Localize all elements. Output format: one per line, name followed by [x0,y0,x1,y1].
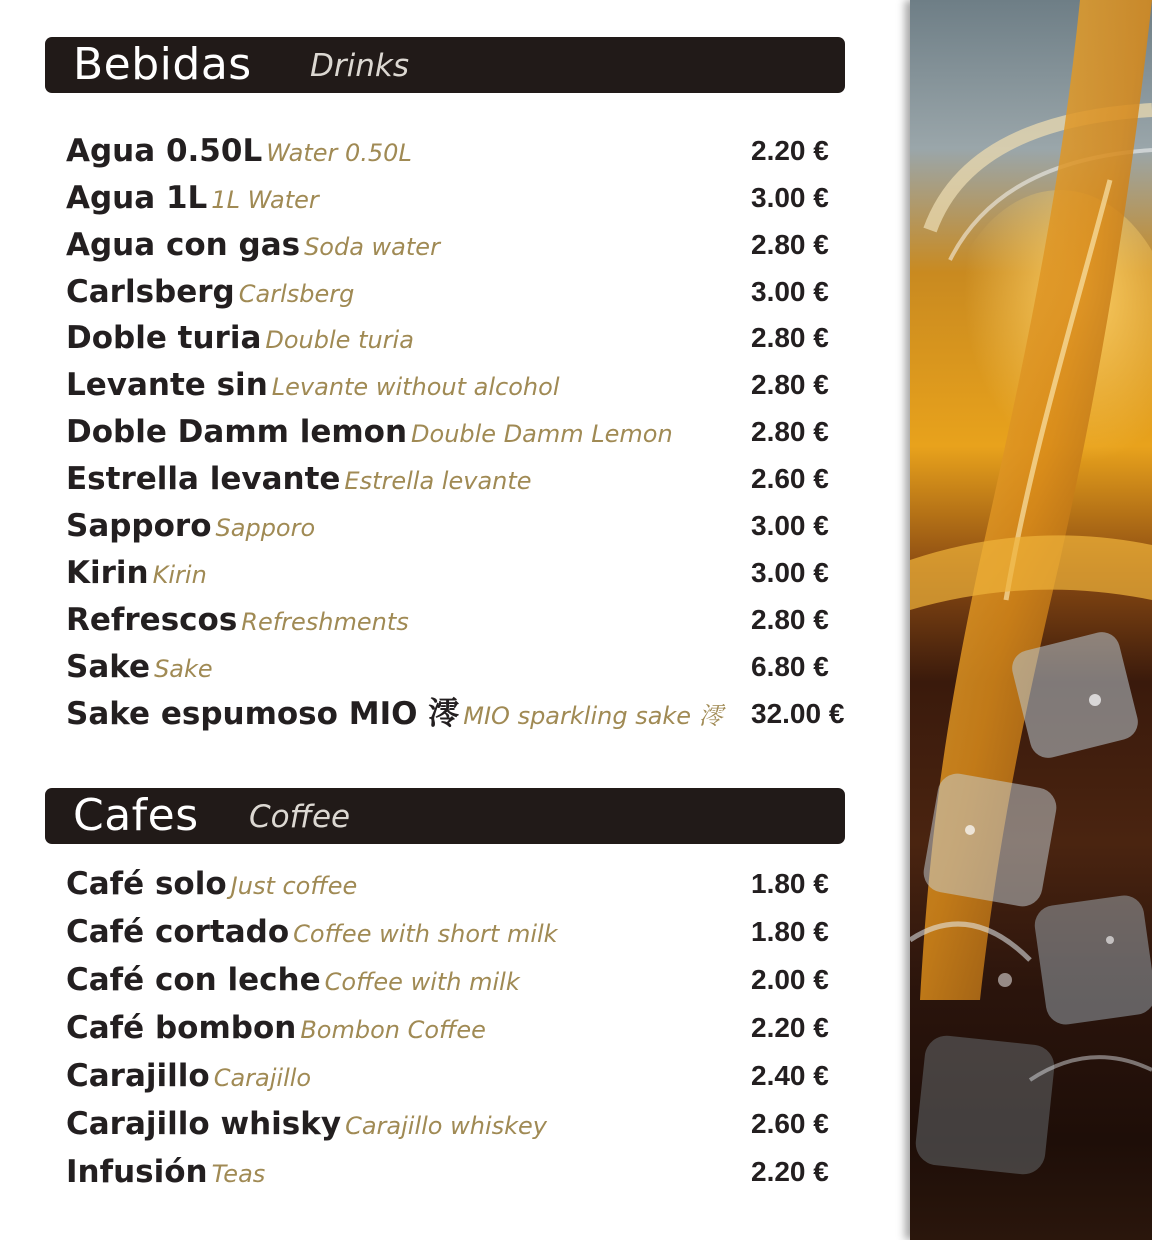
item-name: Café solo [66,866,227,902]
item-price: 2.00 € [751,964,829,995]
menu-item [66,365,861,412]
item-translation: Sapporo [215,514,316,542]
menu-item [66,131,861,178]
item-price: 2.80 € [751,322,829,353]
item-price: 3.00 € [751,510,829,541]
item-name: Café bombon [66,1010,297,1046]
item-translation: Double Damm Lemon [411,420,673,448]
menu-item [66,178,861,225]
item-translation: Just coffee [230,872,358,900]
item-name: Carajillo whisky [66,1106,342,1142]
menu-item [66,647,861,694]
item-translation: Soda water [304,233,440,261]
item-translation: MIO sparkling sake 澪 [463,702,723,730]
menu-item [66,272,861,319]
section-title-es: Bebidas [73,39,252,90]
menu-item [66,225,861,272]
item-translation: Teas [211,1160,266,1188]
menu-item [66,412,861,459]
drink-pour-illustration [910,0,1152,1240]
menu-item [66,553,861,600]
item-translation: Kirin [152,561,207,589]
item-price: 1.80 € [751,868,829,899]
item-name: Agua 1L [66,180,208,216]
item-price: 2.80 € [751,229,829,260]
item-price: 2.80 € [751,604,829,635]
item-name: Sapporo [66,508,212,544]
item-price: 2.40 € [751,1060,829,1091]
item-translation: Estrella levante [344,467,532,495]
item-translation: Refreshments [241,608,409,636]
item-price: 1.80 € [751,916,829,947]
section-title-en: Drinks [310,48,409,84]
item-price: 3.00 € [751,557,829,588]
menu-item [66,912,861,959]
item-name: Carlsberg [66,274,235,310]
menu-item [66,459,861,506]
item-name: Sake [66,649,151,685]
item-price: 2.20 € [751,1012,829,1043]
item-price: 2.20 € [751,135,829,166]
item-name: Sake espumoso MIO 澪 [66,696,460,732]
item-translation: Bombon Coffee [300,1016,486,1044]
menu-item [66,864,861,911]
item-price: 32.00 € [751,698,845,729]
item-price: 3.00 € [751,276,829,307]
section-header-cafes [45,788,845,844]
section-header-bebidas [45,37,845,93]
menu-item [66,506,861,553]
item-price: 2.60 € [751,1108,829,1139]
item-name: Levante sin [66,367,268,403]
section-title-en: Coffee [249,799,351,835]
item-name: Doble Damm lemon [66,414,408,450]
item-name: Agua con gas [66,227,301,263]
item-translation: Carajillo [213,1064,312,1092]
item-name: Refrescos [66,602,238,638]
drink-pour-photo [910,0,1152,1240]
section-title-es: Cafes [73,790,199,841]
item-translation: Water 0.50L [266,139,412,167]
menu-item [66,1104,861,1151]
item-name: Café cortado [66,914,290,950]
item-price: 2.20 € [751,1156,829,1187]
item-translation: Double turia [265,326,414,354]
menu-item [66,1008,861,1055]
item-price: 6.80 € [751,651,829,682]
item-price: 2.80 € [751,369,829,400]
item-translation: Coffee with milk [324,968,520,996]
item-translation: Sake [154,655,213,683]
menu-item [66,1152,861,1199]
item-price: 3.00 € [751,182,829,213]
item-name: Agua 0.50L [66,133,263,169]
item-price: 2.80 € [751,416,829,447]
menu-item [66,1056,861,1103]
item-translation: 1L Water [211,186,319,214]
item-name: Estrella levante [66,461,341,497]
menu-item [66,960,861,1007]
menu-item [66,600,861,647]
menu-item [66,318,861,365]
item-translation: Carlsberg [238,280,355,308]
item-name: Carajillo [66,1058,210,1094]
item-name: Doble turia [66,320,262,356]
item-price: 2.60 € [751,463,829,494]
item-name: Infusión [66,1154,208,1190]
menu-item [66,694,861,741]
item-translation: Coffee with short milk [293,920,558,948]
item-translation: Carajillo whiskey [345,1112,547,1140]
item-name: Kirin [66,555,149,591]
item-name: Café con leche [66,962,321,998]
item-translation: Levante without alcohol [271,373,560,401]
